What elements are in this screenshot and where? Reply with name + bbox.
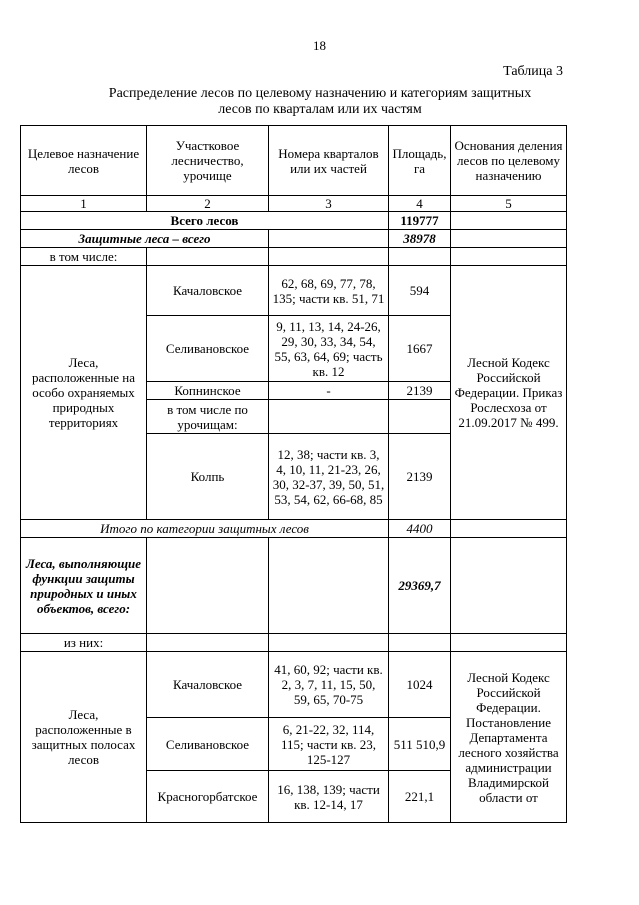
nature-category: Леса, выполняющие функции защиты природных и иных объектов, всего:: [21, 538, 147, 634]
table-label: Таблица 3: [503, 64, 563, 79]
header-row: [21, 126, 567, 196]
of-them-row: [21, 634, 567, 652]
including-row: [21, 248, 567, 266]
nature-area: 29369,7: [389, 538, 451, 634]
quarter-numbers: 9, 11, 13, 14, 24-26, 29, 30, 33, 34, 54, 55, 63, 64, 69; часть кв. 12: [269, 316, 389, 382]
header-forestry: Участковое лесничество, урочище: [147, 126, 269, 196]
protective-total-area: 38978: [389, 230, 451, 248]
forestry-name: Селивановское: [147, 316, 269, 382]
quarter-numbers: 12, 38; части кв. 3, 4, 10, 11, 21-23, 26, 30, 32-37, 39, 50, 51, 53, 54, 62, 66-68, 85: [269, 434, 389, 520]
caption-line-1: Распределение лесов по целевому назначению и категориям защитных: [108, 86, 532, 101]
forestry-subheading: в том числе по урочищам:: [147, 400, 269, 434]
area-value: 511 510,9: [389, 718, 451, 771]
quarter-numbers: -: [269, 382, 389, 400]
column-number: 4: [389, 196, 451, 212]
area-value: 1667: [389, 316, 451, 382]
protective-total-label: Защитные леса – всего: [21, 230, 269, 248]
quarter-numbers: 6, 21-22, 32, 114, 115; части кв. 23, 125-127: [269, 718, 389, 771]
total-label: Всего лесов: [21, 212, 389, 230]
quarter-numbers: [269, 400, 389, 434]
column-numbers-row: [21, 196, 567, 212]
area-value: [389, 400, 451, 434]
column-number: 2: [147, 196, 269, 212]
page-number: 18: [313, 38, 326, 53]
area-value: 594: [389, 266, 451, 316]
area-value: 1024: [389, 652, 451, 718]
area-value: 2139: [389, 382, 451, 400]
forestry-name: Красногорбатское: [147, 771, 269, 823]
header-area: Площадь, га: [389, 126, 451, 196]
subtotal-label: Итого по категории защитных лесов: [21, 520, 389, 538]
header-quarters: Номера кварталов или их частей: [269, 126, 389, 196]
forestry-name: Селивановское: [147, 718, 269, 771]
column-number: 5: [451, 196, 567, 212]
protective-total-row: [21, 230, 567, 248]
nature-protection-row: [21, 538, 567, 634]
table-row: [21, 652, 567, 718]
including-label: в том числе:: [21, 248, 147, 266]
forest-distribution-table: [20, 125, 567, 823]
forestry-name: Колпь: [147, 434, 269, 520]
column-number: 1: [21, 196, 147, 212]
column-number: 3: [269, 196, 389, 212]
quarter-numbers: 62, 68, 69, 77, 78, 135; части кв. 51, 71: [269, 266, 389, 316]
belt-category: Леса, расположенные в защитных полосах лесов: [21, 652, 147, 823]
table-row: [21, 266, 567, 316]
table-caption: [70, 86, 570, 118]
spa-category: Леса, расположенные на особо охраняемых природных территориях: [21, 266, 147, 520]
of-them-label: из них:: [21, 634, 147, 652]
header-basis: Основания деления лесов по целевому назначению: [451, 126, 567, 196]
caption-line-2: лесов по кварталам или их частям: [218, 102, 422, 117]
subtotal-row: [21, 520, 567, 538]
total-area: 119777: [389, 212, 451, 230]
spa-basis: Лесной Кодекс Российской Федерации. Приказ Рослесхоза от 21.09.2017 № 499.: [451, 266, 567, 520]
forestry-name: Качаловское: [147, 652, 269, 718]
forestry-name: Качаловское: [147, 266, 269, 316]
forestry-name: Копнинское: [147, 382, 269, 400]
quarter-numbers: 16, 138, 139; части кв. 12-14, 17: [269, 771, 389, 823]
area-value: 2139: [389, 434, 451, 520]
subtotal-area: 4400: [389, 520, 451, 538]
belt-basis: Лесной Кодекс Российской Федерации. Постановление Департамента лесного хозяйства администрации Владимирской области от: [451, 652, 567, 823]
area-value: 221,1: [389, 771, 451, 823]
quarter-numbers: 41, 60, 92; части кв. 2, 3, 7, 11, 15, 50, 59, 65, 70-75: [269, 652, 389, 718]
header-purpose: Целевое назначение лесов: [21, 126, 147, 196]
total-row: [21, 212, 567, 230]
